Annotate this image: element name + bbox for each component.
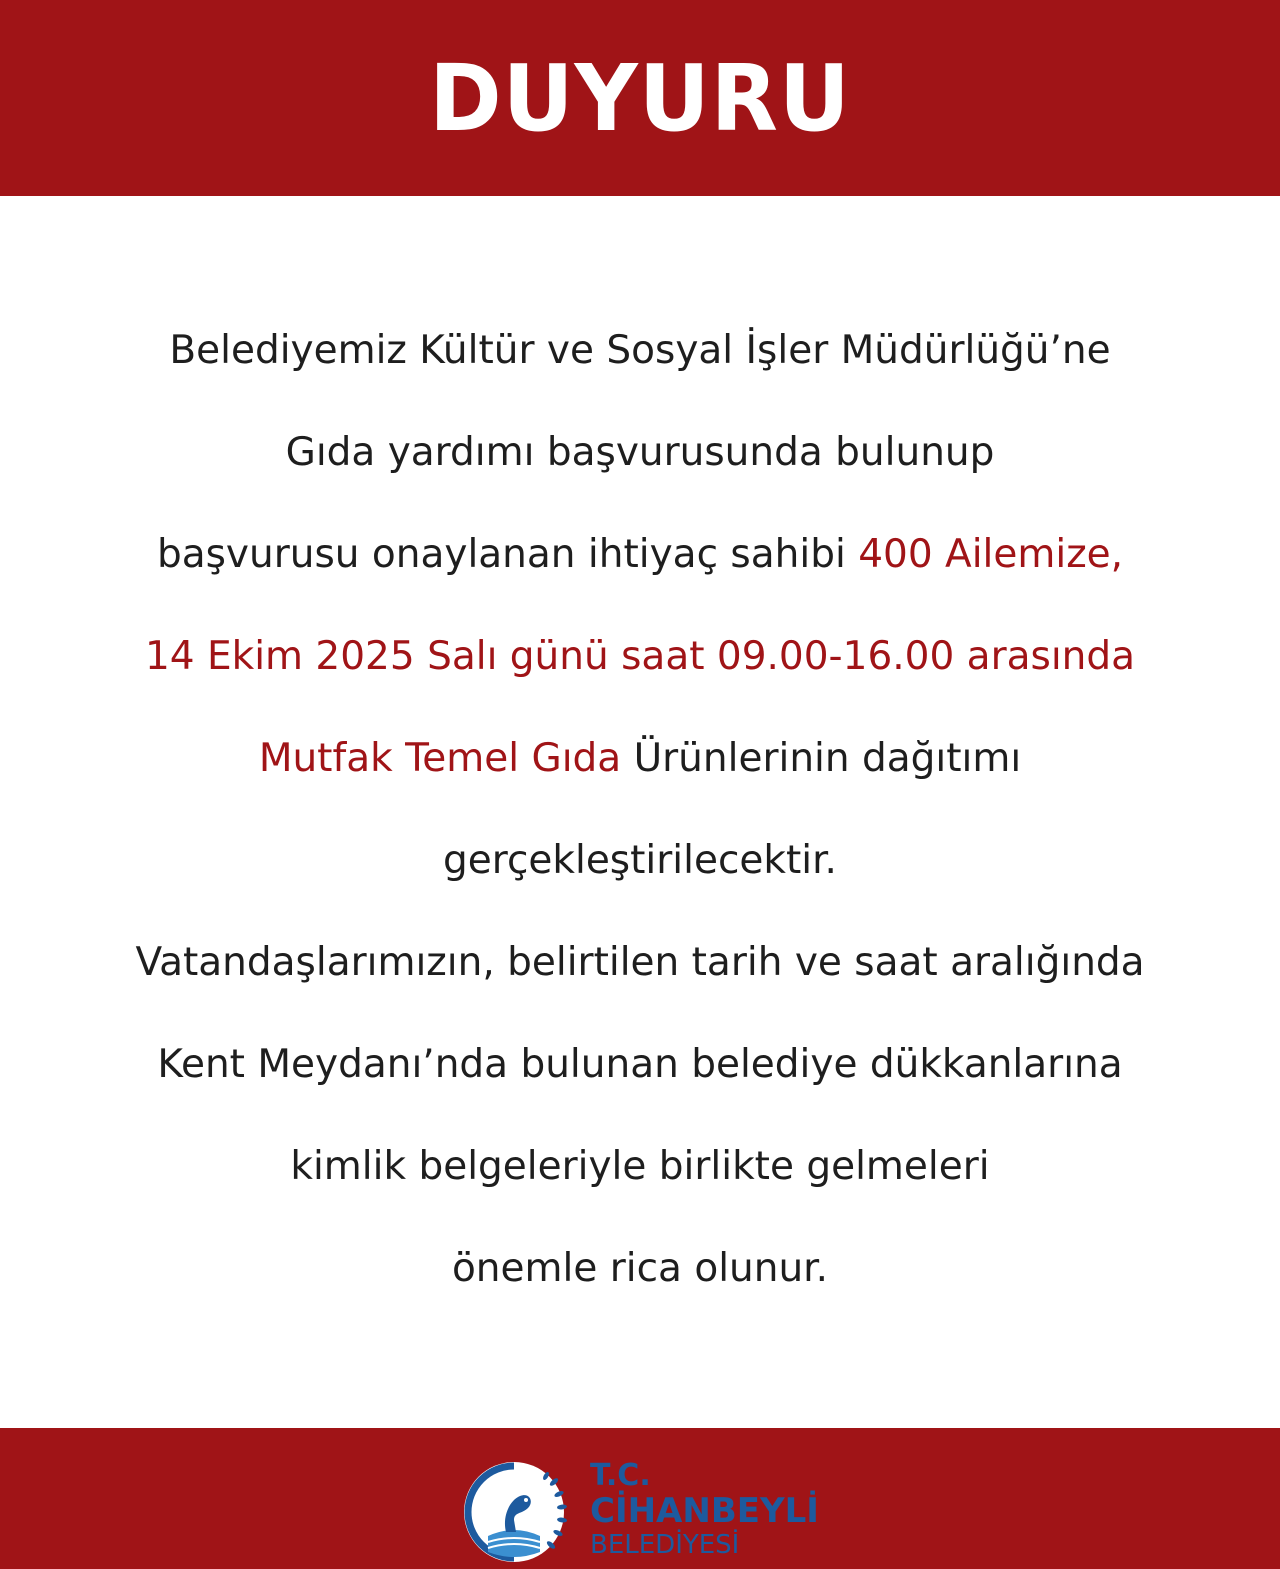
logo-tc-text: T.C. — [590, 1458, 651, 1493]
page-title: DUYURU — [429, 44, 851, 152]
announcement-line: Vatandaşlarımızın, belirtilen tarih ve saat aralığında — [135, 940, 1145, 985]
announcement-line: kimlik belgeleriyle birlikte gelmeleri — [290, 1144, 990, 1189]
announcement-body — [0, 300, 1280, 1320]
highlight-date-time: 14 Ekim 2025 Salı günü saat 09.00-16.00 arasında — [144, 634, 1136, 679]
logo-name-text: CİHANBEYLİ — [590, 1491, 819, 1531]
municipality-logo — [458, 1456, 838, 1566]
announcement-line: Gıda yardımı başvurusunda bulunup — [285, 430, 995, 475]
header-banner — [0, 0, 1280, 196]
announcement-line — [0, 708, 1280, 810]
announcement-line: Kent Meydanı’nda bulunan belediye dükkanlarına — [157, 1042, 1123, 1087]
municipality-emblem-icon — [458, 1456, 578, 1566]
announcement-line: önemle rica olunur. — [451, 1246, 829, 1291]
line-text: Ürünlerinin dağıtımı — [621, 736, 1022, 781]
highlight-product: Mutfak Temel Gıda — [258, 736, 622, 781]
announcement-line — [0, 504, 1280, 606]
logo-wordmark — [590, 1460, 819, 1560]
line-text: başvurusu onaylanan ihtiyaç sahibi — [156, 532, 859, 577]
announcement-line: Belediyemiz Kültür ve Sosyal İşler Müdürlüğü’ne — [169, 328, 1111, 373]
announcement-line: gerçekleştirilecektir. — [443, 838, 837, 883]
logo-sub-text: BELEDİYESİ — [590, 1530, 740, 1560]
highlight-family-count: 400 Ailemize, — [858, 532, 1124, 577]
